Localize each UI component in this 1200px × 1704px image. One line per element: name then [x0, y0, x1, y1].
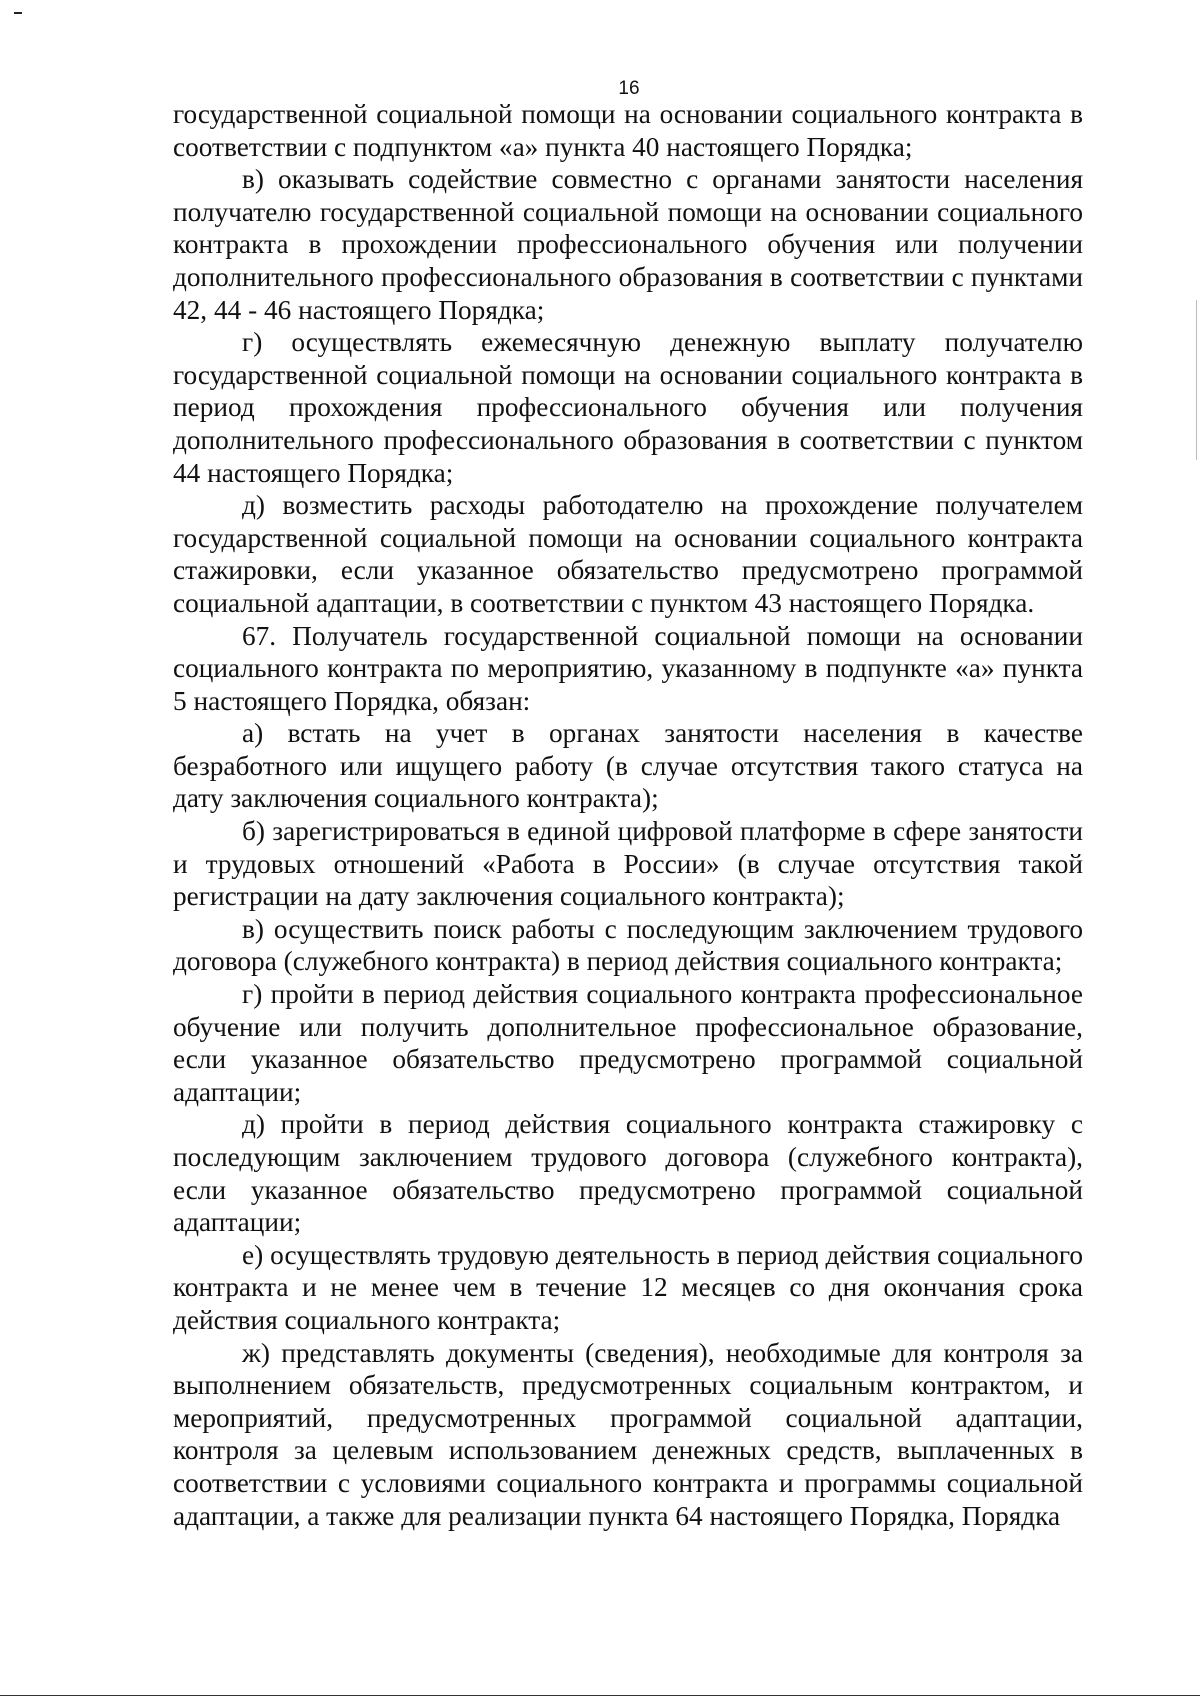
- page-number: 16: [618, 78, 640, 99]
- scan-edge-line: [1196, 300, 1197, 460]
- paragraph-67-item-e: е) осуществлять трудовую деятельность в период действия социального контракта и не менее чем в течение 12 месяцев со дня окончания срока действия социального контракта;: [173, 1239, 1083, 1335]
- paragraph-continuation: государственной социальной помощи на основании социального контракта в соответствии с подпунктом «а» пункта 40 настоящего Порядка;: [173, 99, 1083, 162]
- paragraph-67-item-b: б) зарегистрироваться в единой цифровой платформе в сфере занятости и трудовых отношений «Работа в России» (в случае отсутствия такой регистрации на дату заключения социального контракта);: [173, 816, 1083, 912]
- paragraph-67-item-d: д) пройти в период действия социального контракта стажировку с последующим заключением трудового договора (служебного контракта), если указанное обязательство предусмотрено программой социальной адаптации;: [173, 1109, 1083, 1238]
- paragraph-67-item-zh: ж) представлять документы (сведения), необходимые для контроля за выполнением обязательств, предусмотренных социальным контрактом, и мероприятий, предусмотренных программой социальной адаптации, контроля за целевым использованием денежных средств, выплаченных в соответствии с условиями социального контракта и программы социальной адаптации, а также для реализации пункта 64 настоящего Порядка, Порядка: [173, 1337, 1083, 1531]
- paragraph-clause-67: 67. Получатель государственной социальной помощи на основании социального контракта по мероприятию, указанному в подпункте «а» пункта 5 настоящего Порядка, обязан:: [173, 620, 1083, 716]
- paragraph-67-item-v: в) осуществить поиск работы с последующим заключением трудового договора (служебного контракта) в период действия социального контракта;: [173, 913, 1083, 977]
- paragraph-item-v: в) оказывать содействие совместно с органами занятости населения получателю государственной социальной помощи на основании социального контракта в прохождении профессионального обучения или получении дополнительного профессионального образования в соответствии с пунктами 42, 44 - 46 настоящего Порядка;: [173, 164, 1083, 325]
- paragraph-item-g: г) осуществлять ежемесячную денежную выплату получателю государственной социальной помощи на основании социального контракта в период прохождения профессионального обучения или получения дополнительного профессионального образования в соответствии с пунктом 44 настоящего Порядка;: [173, 327, 1083, 488]
- page-bottom-edge: [0, 1695, 1200, 1696]
- document-body: [173, 98, 1083, 1532]
- paragraph-67-item-a: а) встать на учет в органах занятости населения в качестве безработного или ищущего работу (в случае отсутствия такого статуса на дату заключения социального контракта);: [173, 718, 1083, 814]
- paragraph-item-d: д) возместить расходы работодателю на прохождение получателем государственной социальной помощи на основании социального контракта стажировки, если указанное обязательство предусмотрено программой социальной адаптации, в соответствии с пунктом 43 настоящего Порядка.: [173, 490, 1083, 618]
- scan-mark: [14, 12, 22, 14]
- paragraph-67-item-g: г) пройти в период действия социального контракта профессиональное обучение или получить дополнительное профессиональное образование, если указанное обязательство предусмотрено программой социальной адаптации;: [173, 979, 1083, 1107]
